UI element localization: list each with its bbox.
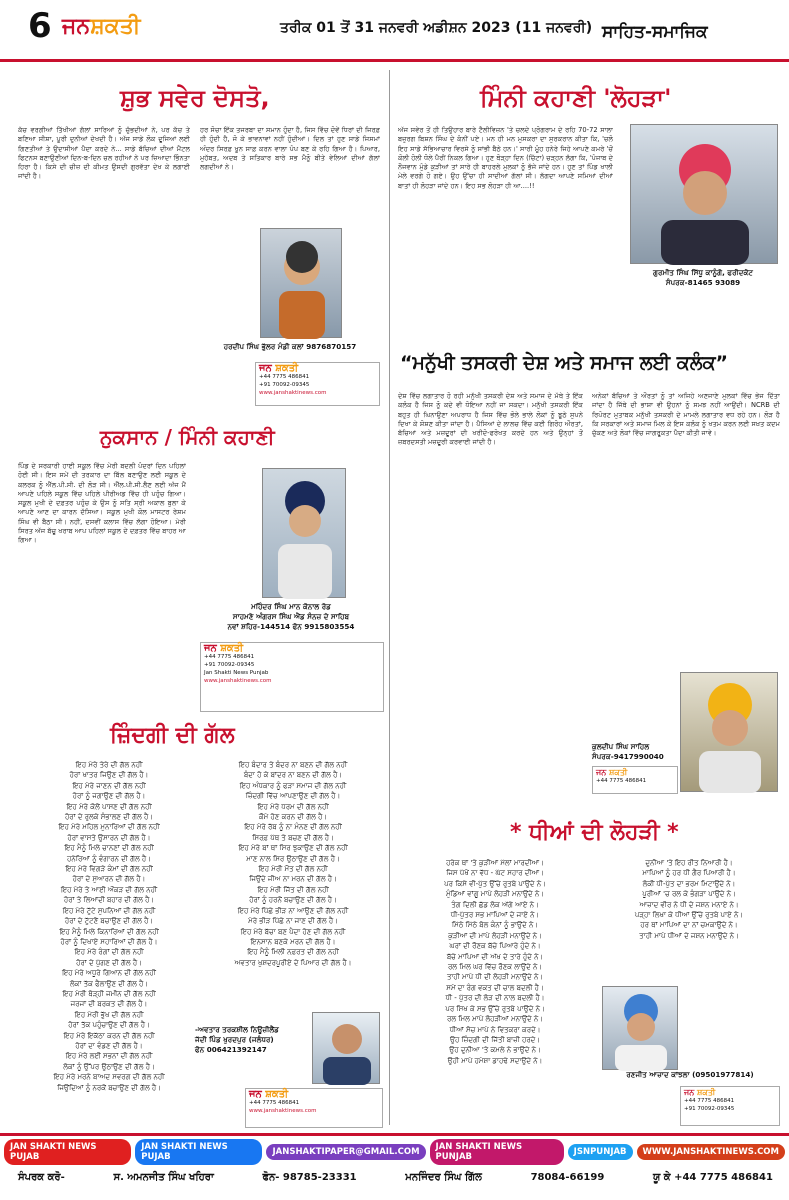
poem-line: ਮਾਪਿਆਂ ਨੂੰ ਹਰ ਧੀ ਗੈਰ ਪਿਆਰੀ ਹੈ।: [642, 869, 736, 878]
twitter-link[interactable]: JSNPUNJAB: [568, 1144, 633, 1160]
poem-line: ਇਹ ਮੇਰੇ ਰੱਬ ਨੂੰ ਨਾ ਮੰਨਣ ਦੀ ਗੱਲ ਨਹੀਂ: [244, 823, 342, 832]
poem-line: ਹੋਰਾਂ ਖਾਤਰ ਜਿਉਣ ਦੀ ਗੱਲ ਹੈ।: [69, 771, 149, 780]
poem-line: ਹੋਰਾਂ ਦੇ ਪੁੱਗਣ ਦੀ ਗੱਲ ਹੈ।: [76, 958, 142, 967]
poem-line: ਹੋਰਾਂ ਨੂੰ ਹਰਨੋਂ ਬਚਾਉਣ ਦੀ ਗੱਲ ਹੈ।: [249, 896, 337, 905]
poem-line: ਇਹ ਮੈਨੂੰ ਮਿਲੇ ਚਾਨਣਾਂ ਦੀ ਗੱਲ ਨਹੀਂ: [64, 844, 154, 853]
author-photo: [262, 468, 346, 598]
poem-line: ਹੋਰਾਂ ਤੇ ਲਿਆਂਦੀ ਬਹਾਰ ਦੀ ਗੱਲ ਹੈ।: [63, 896, 155, 905]
poem-line: ਇਹ ਮੈਨੂੰ ਮਿਲੇ ਕਿਨਾਰਿਆਂ ਦੀ ਗੱਲ ਨਹੀਂ: [59, 927, 159, 936]
poem-line: ਇਹ ਮੇਰੀ ਜਿੱਤ ਦੀ ਗੱਲ ਨਹੀਂ: [257, 885, 329, 894]
author-photo: [260, 228, 342, 338]
poem-column-right: [200, 760, 386, 1022]
poem-column-left: [400, 858, 590, 1126]
contact-phone-2: 78084-66199: [530, 1172, 605, 1183]
column-divider: [389, 70, 390, 1125]
poem-line: ਇਹ ਮੇਰੇ ਕੋਲੋਂ ਪਾਸਣ ਦੀ ਗੱਲ ਨਹੀਂ: [66, 802, 152, 811]
article-text: ਪਿੰਡ ਦੇ ਸਰਕਾਰੀ ਹਾਈ ਸਕੂਲ ਵਿੱਚ ਮੇਰੀ ਬਦਲੀ ਪੰਦਰਾਂ ਦਿਨ ਪਹਿਲਾਂ ਹੋਈ ਸੀ। ਇਸ ਸਮੇਂ ਦੀ ਤਰਕਾਰ ਦਾ ਬਿੱਲ ਬਣਾਉਣ ਲਈ ਸਕੂਲ ਦੇ ਕਲਰਕ ਨੂੰ ਐੱਲ.ਪੀ.ਸੀ. ਦੀ ਲੋੜ ਸੀ। ਐੱਲ.ਪੀ.ਸੀ.ਲੈਣ ਲਈ ਅੱਜ ਮੈਂ ਆਪਣੇ ਪਹਿਲੇ ਸਕੂਲ ਵਿੱਚ ਪਹਿਲੇ ਪੀਰੀਅਡ ਵਿੱਚ ਹੀ ਪਹੁੰਚ ਗਿਆ। ਸਕੂਲ ਮੁਖੀ ਦੇ ਦਫ਼ਤਰ ਪਹੁੰਚ ਕੇ ਉਸ ਨੂੰ ਸਤਿ ਸ੍ਰੀ ਅਕਾਲ ਬੁਲਾ ਕੇ ਆਪਣੇ ਆਣ ਦਾ ਕਾਰਨ ਦੱਸਿਆ। ਸਕੂਲ ਮੁਖੀ ਕੋਲ ਮਾਸਟਰ ਰੇਸ਼ਮ ਸਿੰਘ ਵੀ ਬੈਠਾ ਸੀ। ਨਹੀਂ, ਦਸਵੀਂ ਕਲਾਸ ਵਿੱਚ ਲੱਗਾ ਹੋਇਆ। ਮੇਰੀ ਸਿਰਤ ਅੱਜ ਬੱਚੂ ਖਰਾਬ ਆਪ ਪਹਿਲਾਂ ਸਕੂਲ ਦੇ ਦਫ਼ਤਰ ਵਿੱਚ ਬਾਹਰ ਆ ਗਿਆ।: [18, 462, 186, 545]
person-icon: [263, 469, 347, 599]
poem-line: ਰਲ ਮਿਲ ਮਾਪੇ ਲੋਹੜੀਆਂ ਮਨਾਉਂਦੇ ਨੇ।: [446, 1015, 544, 1024]
poem-line: ਕੌਮੇ ਹੋਣ ਕਰਨ ਦੀ ਗੱਲ ਹੈ।: [258, 813, 328, 822]
author-byline: ਹਰਦੀਪ ਸਿੰਘ ਭੁੱਲਰ ਮੰਡੀ ਕਲਾਂ 9876870157: [223, 342, 357, 351]
poem-line: ਲੋਕਾਂ ਨੂੰ ਉੱਪਰ ਉਠਾਉਣ ਦੀ ਗੱਲ ਹੈ।: [63, 1062, 155, 1071]
poem-line: ਲੋਕਾਂ ਤੱਕ ਫੈਲਾਉਣ ਦੀ ਗੱਲ ਹੈ।: [69, 979, 149, 988]
poem-line: ਇਹ ਮੇਰੇ ਬੱਚਾ ਬਣ ਪੈਦਾ ਹੋਣ ਦੀ ਗੱਲ ਨਹੀਂ: [240, 927, 346, 936]
person-icon: [313, 1013, 381, 1085]
poem-line: ਹਰ ਥਾਂ ਮਾਪਿਆਂ ਦਾ ਨਾਂ ਚਮਕਾਉਂਦੇ ਨੇ।: [640, 921, 738, 930]
newspaper-ad: ਜਨ ਸ਼ਕਤੀ +44 7775 486841: [592, 766, 678, 794]
poem-line: ਇਹ ਮੇਰੇ ਮਰਨੇ ਬਾਅਦ ਸਵਰਗ ਦੀ ਗੱਲ ਨਹੀਂ: [53, 1073, 165, 1082]
poem-line: ਇਹ ਬੰਦਾਰ ਤੇ ਬੰਦਰ ਨਾ ਬਣਨ ਦੀ ਗੱਲ ਨਹੀਂ: [238, 761, 348, 769]
poem-line: ਇਹ ਮੇਰੀ ਭੁੱਖ ਦੀ ਗੱਲ ਨਹੀਂ: [74, 1010, 144, 1019]
poem-line: ਜਿਉਂਦੇ ਜੀਅ ਨਾ ਮਰਨ ਦੀ ਗੱਲ ਹੈ।: [249, 875, 337, 884]
poem-line: ਬੰਦਾ ਹੋ ਕੇ ਬਾਂਦਰ ਨਾ ਬਣਨ ਦੀ ਗੱਲ ਹੈ।: [243, 771, 343, 780]
author-photo: [312, 1012, 380, 1084]
poem-line: ਇਹ ਮੇਰੇ ਧਰਮ ਦੀ ਗੱਲ ਨਹੀਂ: [257, 802, 329, 811]
poem-line: ਇਹ ਮੇਰੀ ਮੌਤ ਦੀ ਗੱਲ ਨਹੀਂ: [258, 865, 328, 874]
email-link[interactable]: JANSHAKTIPAPER@GMAIL.COM: [266, 1144, 425, 1160]
poem-line: ਹੋਰਾਂ ਦਾ ਵੰਡਣ ਦੀ ਗੱਲ ਹੈ।: [75, 1041, 143, 1050]
poem-line: ਹੋਰਾਂ ਦੇ ਟੁੱਟਣੋਂ ਬਚਾਉਣ ਦੀ ਗੱਲ ਹੈ।: [64, 917, 154, 926]
author-byline: ਮਹਿੰਦਰ ਸਿੰਘ ਮਾਨ ਕੋਨਾਲ ਰੋਡ ਸਾਹਮਣੇ ਅੰਗਰਸ ਸਿੰਘ ਐਂਡ ਸੰਨਜ਼ ਦੇ ਸਾਹਿਬ ਨਵਾਂ ਸ਼ਹਿਰ-144514 ਫੋਨ 9915803554: [227, 602, 355, 631]
poem-line: ਹੋਰਾਂ ਤੱਕ ਪਹੁੰਚਾਉਣ ਦੀ ਗੱਲ ਹੈ।: [68, 1021, 150, 1030]
author-byline: ਕੁਲਦੀਪ ਸਿੰਘ ਸਾਹਿਲ ਸੰਪਰਕ-9417990040: [592, 742, 664, 761]
poem-line: ਹੋਰਾਂ ਨੂੰ ਜਗਾਉਣ ਦੀ ਗੱਲ ਹੈ।: [72, 792, 146, 801]
poem-line: ਇਹ ਮੇਰੇ ਟੁੱਟੇ ਸੁਪਨਿਆਂ ਦੀ ਗੱਲ ਨਹੀਂ: [62, 906, 156, 915]
person-icon: [631, 125, 779, 265]
poem-line: ਧੀ - ਪੁੱਤਰ ਦੀ ਲੋੜ ਦੀ ਨਾਲ ਬਦਲੀ ਹੈ।: [445, 994, 545, 1003]
poem-line: ਹੋਰਾਂ ਦੇ ਸੁਆਰਨ ਦੀ ਗੱਲ ਹੈ।: [72, 875, 146, 884]
poem-line: ਹੋਰਾਂ ਵਾਸਤੇ ਉਸਾਰਨ ਦੀ ਗੱਲ ਹੈ।: [67, 833, 151, 842]
person-icon: [681, 673, 779, 793]
poem-line: ਮੁੰਡਿਆਂ ਵਾਂਗੂ ਮਾਪੇ ਲੋਹੜੀ ਮਨਾਉਂਦੇ ਨੇ।: [445, 890, 544, 899]
poem-line: ਪੜ੍ਹਾ ਲਿਖਾ ਕੇ ਧੀਆਂ ਉੱਚੇ ਰੁਤਬੇ ਪਾਏ ਨੇ।: [634, 911, 744, 920]
poem-line: ਤੰਗ ਦਿਲੀ ਛੱਡ ਲੋਕ ਅੱਗੇ ਆਏ ਨੇ।: [451, 900, 539, 909]
contact-person-1: ਸ. ਅਮਨਜੀਤ ਸਿੰਘ ਖਹਿਰਾ: [113, 1172, 214, 1183]
poem-line: ਉਹੀ ਮਾਪੇ ਹਮੇਸ਼ਾ ਡਾਹਢੇ ਸਦਾਉਂਦੇ ਨੇ।: [447, 1056, 543, 1065]
newspaper-logo: ਜਨਸ਼ਕਤੀ: [62, 14, 141, 39]
article-title-human-trafficking: “ਮਨੁੱਖੀ ਤਸਕਰੀ ਦੇਸ਼ ਅਤੇ ਸਮਾਜ ਲਈ ਕਲੰਕ”: [400, 352, 729, 374]
author-photo: [602, 986, 678, 1070]
poem-line: ਲੋਕੀਂ ਧੀ-ਪੁੱਤ ਦਾ ਭਰਮ ਮਿਟਾਉਂਦੇ ਨੇ।: [642, 879, 736, 888]
poem-line: ਇਨਸਾਨ ਬਣਕੇ ਮਰਨ ਦੀ ਗੱਲ ਹੈ।: [250, 937, 336, 946]
poem-line: ਇਹ ਮੇਰੇ ਲਈ ਸਭਨਾਂ ਦੀ ਗੱਲ ਨਹੀਂ: [65, 1052, 153, 1061]
website-link[interactable]: WWW.JANSHAKTINEWS.COM: [637, 1144, 785, 1160]
poem-line: ਧੀ-ਪੁੱਤਰ ਸਭ ਮਾਪਿਆਂ ਦੇ ਜਾਏ ਨੇ।: [450, 911, 540, 920]
poem-line: ਸਿਰਫ਼ ਪੱਥ ਤੇ ਬਚਣ ਦੀ ਗੱਲ ਹੈ।: [252, 833, 334, 842]
poem-line: ਅਵਤਾਰ ਖੁਸ਼ਦਰਪੂਰੀਏ ਦੇ ਪਿਆਰ ਦੀ ਗੱਲ ਹੈ।: [234, 958, 352, 967]
poem-line: ਪਰ ਕਿਸੇ ਵੀ-ਪੁੱਤ ਉੱਚੇ ਰੁਤਬੇ ਪਾਉਂਦੇ ਨੇ।: [444, 879, 546, 888]
article-title-lohra: ਮਿੰਨੀ ਕਹਾਣੀ 'ਲੋਹੜਾ': [480, 84, 672, 112]
poem-line: ਉਹ ਦੁਨੀਆ 'ਤੇ ਕਮਲੇ ਨੇ ਭਾਉਂਦੇ ਨੇ।: [449, 1046, 541, 1055]
uk-contact: ਯੂ ਕੇ +44 7775 486841: [652, 1172, 773, 1183]
poem-line: ਇਹ ਮੈਨੂੰ ਮਿਲੀ ਨਫ਼ਰਤ ਦੀ ਗੱਲ ਨਹੀਂ: [247, 948, 339, 957]
poem-line: ਕੁੜੀਆਂ ਦੀ ਮਾਪੇ ਲੋਹੜੀ ਮਨਾਉਂਦੇ ਨੇ।: [448, 931, 542, 940]
contact-phone-1: ਫੋਨ- 98785-23331: [262, 1172, 357, 1183]
newspaper-ad: ਜਨ ਸ਼ਕਤੀ +44 7775 486841 +91 70092-09345 www.janshaktinews.com: [255, 362, 380, 406]
poem-line: ਦੁਨੀਆ 'ਤੇ ਇਹ ਰੀਤ ਨਿਆਰੀ ਹੈ।: [645, 859, 733, 867]
poem-line: ਧੀਆਂ ਸੋਚ ਮਾਪੇ ਨੇ ਵਿਤਕਰਾ ਕਰਦੇ।: [449, 1025, 541, 1034]
article-title-shubh-saver: ਸ਼ੁਭ ਸਵੇਰ ਦੋਸਤੋ,: [120, 84, 270, 112]
contact-row: [18, 1172, 773, 1183]
contact-label: ਸੰਪਰਕ ਕਰੋ-: [18, 1172, 65, 1183]
poem-line: ਇਹ ਮੇਰੇ ਮਹਿਲ ਮੁਨਾਰਿਆਂ ਦੀ ਗੱਲ ਨਹੀਂ: [58, 823, 160, 832]
poem-line: ਇਹ ਮੇਰੇ ਰੰਗਾਂ ਦੀ ਗੱਲ ਨਹੀਂ: [74, 948, 144, 957]
poem-line: ਇਹ ਮੇਰੇ ਵਿਗੜੇ ਕੰਮਾਂ ਦੀ ਗੱਲ ਨਹੀਂ: [65, 865, 153, 874]
author-photo: [630, 124, 778, 264]
section-title: ਸਾਹਿਤ-ਸਮਾਜਿਕ: [602, 22, 708, 42]
social-links-row: [4, 1140, 785, 1164]
poem-line: ਮਾਣ ਨਾਲ ਸਿਰ ਉਠਾਉਣ ਦੀ ਗੱਲ ਹੈ।: [246, 854, 340, 863]
newspaper-ad: ਜਨ ਸ਼ਕਤੀ +44 7775 486841 www.janshaktinews.com: [245, 1088, 383, 1128]
poem-line: ਇਹ ਮੇਰੇ ਇਕੱਠਾ ਕਰਨ ਦੀ ਗੱਲ ਨਹੀਂ: [63, 1031, 155, 1040]
article-text-col1: ਦੇਸ਼ ਵਿੱਚ ਲਗਾਤਾਰ ਹੋ ਰਹੀ ਮਨੁੱਖੀ ਤਸਕਰੀ ਦੇਸ਼ ਅਤੇ ਸਮਾਜ ਦੇ ਮੱਥੇ ਤੇ ਇੱਕ ਕਲੰਕ ਹੈ ਜਿਸ ਨੂੰ ਕਦੇ ਵੀ ਧੋਇਆ ਨਹੀਂ ਜਾ ਸਕਦਾ। ਮਨੁੱਖੀ ਤਸਕਰੀ ਇੱਕ ਬਹੁਤ ਹੀ ਘਿਨਾਉਣਾ ਅਪਰਾਧ ਹੈ ਜਿਸ ਵਿੱਚ ਭੋਲੇ ਭਾਲੇ ਲੋਕਾਂ ਨੂੰ ਝੂਠੇ ਸੁਪਨੇ ਦਿਖਾ ਕੇ ਸ਼ੋਸ਼ਣ ਕੀਤਾ ਜਾਂਦਾ ਹੈ। ਪੈਸਿਆਂ ਦੇ ਲਾਲਚ ਵਿੱਚ ਕਈ ਗਿਰੋਹ ਔਰਤਾਂ, ਬੱਚਿਆਂ ਅਤੇ ਮਜ਼ਦੂਰਾਂ ਦੀ ਖਰੀਦੋ-ਫਰੋਖਤ ਕਰਦੇ ਹਨ ਅਤੇ ਉਨ੍ਹਾਂ ਤੋਂ ਜ਼ਬਰਦਸਤੀ ਮਜ਼ਦੂਰੀ ਕਰਵਾਈ ਜਾਂਦੀ ਹੈ।: [398, 392, 583, 447]
poem-line: ਬੱਚੇ ਮਾਪਿਆਂ ਦੀ ਅੱਖ ਦੇ ਤਾਰੇ ਹੁੰਦੇ ਨੇ।: [446, 952, 544, 961]
poem-line: ਤਾਹੀ ਮਾਪੇ ਧੀ ਦੀ ਲੋਹੜੀ ਮਨਾਉਂਦੇ ਨੇ।: [446, 973, 544, 982]
article-text: ਅੱਜ ਸਵੇਰ ਤੋਂ ਹੀ ਤਿਉਹਾਰ ਬਾਰੇ ਟੈਲੀਵਿਜ਼ਨ 'ਤੇ ਚਲਦੇ ਪ੍ਰੋਗਰਾਮ ਦੇ ਰਹਿ 70-72 ਸਾਲਾ ਬਜ਼ੁਰਗ ਬਿਸ਼ਨ ਸਿੰਘ ਦੇ ਕੰਨੀਂ ਪਏ। ਮਨ ਹੀ ਮਨ ਮੁਸਕਰਾ ਦਾ ਸੁਰਕਰਾਨ ਕੀਤਾ ਕਿ, 'ਚਲੋ ਇਹ ਸਾਡੇ ਸੱਭਿਆਚਾਰ ਵਿਰਸੇ ਨੂੰ ਸਾਂਭੀ ਬੈਠੇ ਹਨ।' ਸਾਰੀ ਮੂੰਹ ਹਨੇਰੇ ਜਿਹੇ ਆਪਣੇ ਕਮਰੇ 'ਚੋਂ ਕੋਲੀ ਹੋਲੀ ਧੋਲੇ ਪੈਰੀਂ ਨਿਕਲ ਗਿਆ। ਹੁਣ ਥੋੜ੍ਹਾ ਦਿਨ (ਚਿੱਟਾ) ਚੜ੍ਹਨ ਲੱਗਾ ਕਿ, 'ਪੰਜਾਬ ਦੇ ਨੌਜਵਾਨ ਮੁੰਡੇ ਕੁੜੀਆਂ ਤਾਂ ਸਾਰੇ ਹੀ ਬਾਹਰਲੇ ਮੁਲਕਾਂ ਨੂੰ ਭੱਜੇ ਜਾਂਦੇ ਹਨ। ਹੁਣ ਤਾਂ ਪਿੰਡ ਖਾਲੀ ਮੇਲੇ ਵਰਗੇ ਹੋ ਗਏ। ਉਹ ਉੱਚਾ ਹੀ ਸਾਦੀਆਂ ਗੱਲਾਂ ਸੀ। ਲੱਗਦਾ ਆਪਣੇ ਸਮਿਆਂ ਦੀਆਂ ਬਾਤਾਂ ਹੀ ਲੋਹੜਾ ਜਾਂਦੇ ਹਨ। ਇਹ ਸਭ ਲੋਹੜਾ ਹੀ ਆ....!!: [398, 126, 613, 190]
newspaper-ad: ਜਨ ਸ਼ਕਤੀ +44 7775 486841 +91 70092-09345: [680, 1086, 780, 1126]
author-byline: -ਅਵਤਾਰ ਤਰਕਸ਼ੀਲ ਨਿਊਜ਼ੀਲੈਂਡ ਜੱਦੀ ਪਿੰਡ ਖੁਰਦਪੁਰ (ਜਲੰਧਰ) ਫੋਨ 006421392147: [195, 1025, 279, 1054]
author-byline: ਗੁਰਮੀਤ ਸਿੰਘ ਸਿੱਧੂ ਕਾਨੂੰਗੋ, ਫਰੀਦਕੋਟ ਸੰਪਰਕ-81465 93089: [653, 268, 753, 287]
youtube-link[interactable]: JAN SHAKTI NEWS PUJAB: [4, 1139, 131, 1165]
poem-column-right: [595, 858, 783, 983]
poem-line: ਹੋਰਾਂ ਦੇ ਰੁਲਕੇ ਸੰਭਾਲਣ ਦੀ ਗੱਲ ਹੈ।: [64, 813, 154, 822]
person-icon: [603, 987, 679, 1071]
article-text-col2: ਅਨੇਕਾਂ ਬੱਚਿਆਂ ਤੇ ਔਰਤਾਂ ਨੂੰ ਤਾਂ ਅਜਿਹੇ ਅਣਜਾਣੇ ਮੁਲਕਾਂ ਵਿੱਚ ਭੇਜ ਦਿੱਤਾ ਜਾਂਦਾ ਹੈ ਜਿੱਥੇ ਦੀ ਭਾਸ਼ਾ ਵੀ ਉਹਨਾਂ ਨੂੰ ਸਮਝ ਨਹੀਂ ਆਉਂਦੀ। NCRB ਦੀ ਰਿਪੋਰਟ ਮੁਤਾਬਕ ਮਨੁੱਖੀ ਤਸਕਰੀ ਦੇ ਮਾਮਲੇ ਲਗਾਤਾਰ ਵਧ ਰਹੇ ਹਨ। ਲੋੜ ਹੈ ਕਿ ਸਰਕਾਰਾਂ ਅਤੇ ਸਮਾਜ ਮਿਲ ਕੇ ਇਸ ਕਲੰਕ ਨੂੰ ਖਤਮ ਕਰਨ ਲਈ ਸਖ਼ਤ ਕਦਮ ਚੁੱਕਣ ਅਤੇ ਲੋਕਾਂ ਵਿੱਚ ਜਾਗਰੂਕਤਾ ਪੈਦਾ ਕੀਤੀ ਜਾਵੇ।: [592, 392, 780, 438]
poem-line: ਹੋਰਾਂ ਨੂੰ ਦਿਖਾਏ ਸਹਾਰਿਆਂ ਦੀ ਗੱਲ ਹੈ।: [60, 937, 158, 946]
poem-line: ਜ਼ਿੰਦਗੀ ਵਿੱਚ ਆਪਣਾਉਣ ਦੀ ਗੱਲ ਹੈ।: [245, 792, 341, 801]
poem-line: ਹਨੇਰਿਆਂ ਨੂੰ ਵੰਗਾਰਨ ਦੀ ਗੱਲ ਹੈ।: [67, 854, 151, 863]
instagram-link[interactable]: JAN SHAKTI NEWS PUNJAB: [430, 1139, 564, 1165]
newspaper-ad: ਜਨ ਸ਼ਕਤੀ +44 7775 486841 +91 70092-09345 Jan Shakti News Punjab www.janshaktinews.com: [200, 642, 384, 712]
poem-column-left: [18, 760, 200, 1125]
poem-line: ਮੇਰੇ ਭੀੜ ਪਿੱਛੇ ਨਾ ਜਾਣ ਦੀ ਗੱਲ ਹੈ।: [248, 917, 338, 926]
poem-line: ਇਹ ਮੇਰੇ ਤੇਰੇ ਦੀ ਗੱਲ ਨਹੀਂ: [75, 761, 143, 769]
poem-line: ਰਲ ਮਿਲ ਘਰ ਵਿੱਚ ਰੌਣਕ ਲਾਉਂਦੇ ਨੇ।: [447, 963, 543, 972]
author-photo: [680, 672, 778, 792]
poem-line: ਘਰਾਂ ਦੀ ਰੌਣਕ ਬੱਚੇ ਪਿਆਰੇ ਹੁੰਦੇ ਨੇ।: [449, 942, 541, 951]
poem-line: ਪਰ ਸਿਖ ਕੇ ਸਭ ਉੱਚੇ ਰੁਤਬੇ ਪਾਉਂਦੇ ਨੇ।: [445, 1004, 545, 1013]
poem-line: ਉਹ ਜ਼ਿੰਦਗੀ ਦੀ ਜਿੱਤੀ ਬਾਜ਼ੀ ਹਰਦੇ।: [449, 1035, 541, 1044]
poem-line: ਹਰੇਕ ਥਾਂ 'ਤੇ ਕੁੜੀਆਂ ਮੱਲਾਂ ਮਾਰਦੀਆਂ।: [446, 859, 544, 867]
article-title-zindagi: ਜ਼ਿੰਦਗੀ ਦੀ ਗੱਲ: [110, 723, 235, 748]
article-text-col1: ਕੱਚ ਵਰਗੀਆਂ ਤਿੱਖੀਆਂ ਗੱਲਾਂ ਸਾਰਿਆਂ ਨੂੰ ਚੁੱਭਦੀਆਂ ਨੇ, ਪਰ ਕੱਚ ਤੇ ਬਣਿਆ ਸੀਸ਼ਾ, ਪੂਰੀ ਦੁਨੀਆਂ ਦੇਖਦੀ ਹੈ। ਅੱਜ ਸਾਡੇ ਲੋਕ ਦੂਜਿਆਂ ਲਈ ਗਿਣਤੀਆਂ ਤੇ ਉਦਾਸੀਆਂ ਪੈਦਾ ਕਰਦੇ ਨੇ... ਸਾਡੇ ਬੱਚਿਆਂ ਦੀਆਂ ਮੈਂਟਲ ਫਿਟਨਸ ਬਣਾਉਣੀਆਂ ਦਿਨ-ਬ-ਦਿਨ ਚਲ ਰਹੀਆਂ ਨੇ ਪਰ ਜ਼ਿਆਦਾ ਭਿੰਨਤਾ ਹਿਰਾ ਹੈ। ਕਿਸੇ ਦੀ ਚੀਜ਼ ਦੀ ਕੀਮਤ ਉਸਦੀ ਗੁਰਵੱਤਾ ਦੇਖ ਕੇ ਲਗਾਈ ਜਾਂਦੀ ਹੈ।: [18, 126, 190, 181]
poem-line: ਸਮੇਂ ਦਾ ਰੰਗ ਵਕਤ ਦੀ ਚਾਲ ਬਦਲੀ ਹੈ।: [446, 983, 544, 992]
poem-line: ਮਿੱਠੇ ਮਿੱਠੇ ਬੋਲ ਕੰਨਾਂ ਨੂੰ ਭਾਉਂਦੇ ਨੇ।: [451, 921, 539, 930]
poem-line: ਇਹ ਅੰਧਕਾਰ ਨੂੰ ਫੜਾ ਸਮਾਜ ਦੀ ਗੱਲ ਨਹੀਂ: [239, 781, 347, 790]
page-header: [0, 0, 789, 62]
article-text-col2: ਹਰ ਸੋਚਾ ਇੱਕ ਤਜਰਬਾ ਦਾ ਸਮਾਨ ਹੁੰਦਾ ਹੈ, ਜਿਸ ਵਿੱਚ ਦੋਵੇਂ ਧਿਰਾਂ ਦੀ ਜਿਰਫ਼ ਹੀ ਹੁੰਦੀ ਹੈ, ਜੋ ਕੇ ਭਾਵਨਾਵਾਂ ਨਹੀਂ ਹੁੰਦੀਆਂ। ਦਿਲ ਤਾਂ ਹੁਣ ਸਾਡੇ ਜਿਸਮਾਂ ਅੰਦਰ ਸਿਰਫ਼ ਖੂਨ ਸਾਫ਼ ਕਰਨ ਵਾਲਾ ਪੰਪ ਬਣ ਕੇ ਰਹਿ ਗਿਆ ਹੈ। ਪਿਆਰ, ਮੁਹੱਬਤ, ਅਦਬ ਤੇ ਸਤਿਕਾਰ ਬਾਰੇ ਸਭ ਮੈਨੂੰ ਬੀਤੇ ਵੇਲਿਆਂ ਦੀਆਂ ਗੱਲਾਂ ਲਗਦੀਆਂ ਨੇ।: [200, 126, 380, 172]
person-icon: [261, 229, 343, 339]
poem-line: ਆਜ਼ਾਦ ਵੀਰ ਨੇ ਧੀ ਦੇ ਜਸ਼ਨ ਮਨਾਏ ਨੇ।: [639, 900, 739, 909]
facebook-link[interactable]: JAN SHAKTI NEWS PUJAB: [135, 1139, 262, 1165]
dateline: ਤਰੀਕ 01 ਤੋਂ 31 ਜਨਵਰੀ ਅਡੀਸ਼ਨ 2023 (11 ਜਨਵਰੀ): [280, 20, 593, 36]
contact-person-2: ਮਨਜਿੰਦਰ ਸਿੰਘ ਗਿੱਲ: [405, 1172, 482, 1183]
page-number: 6: [28, 6, 52, 46]
poem-line: ਇਹ ਮੇਰੇ ਜਾਣਨ ਦੀ ਗੱਲ ਨਹੀਂ: [72, 781, 146, 790]
poem-line: ਜਰਜਾਂ ਦੀ ਬਰਕਤ ਦੀ ਗੱਲ ਹੈ।: [70, 1000, 148, 1009]
poem-line: ਇਹ ਮੇਰੇ ਪਿੱਛੇ ਭੀੜ ਨਾ ਆਉਣ ਦੀ ਗੱਲ ਨਹੀਂ: [237, 906, 349, 915]
poem-line: ਤਾਹੀ ਮਾਪੇ ਧੀਆਂ ਦੇ ਜਸ਼ਨ ਮਨਾਉਂਦੇ ਨੇ।: [639, 931, 739, 940]
poem-line: ਜਿਸ ਪੱਖੋਂ ਨਾ ਵੱਧ - ਘੱਟ ਸਹਾਰ ਦੀਆਂ।: [446, 869, 544, 878]
poem-line: ਇਹ ਮੇਰੇ ਅਧੂਰੇ ਗਿਆਨ ਦੀ ਗੱਲ ਨਹੀਂ: [62, 969, 156, 978]
author-byline: ਰਣਜੀਤ ਆਜ਼ਾਦ ਕਾਂਝਲਾ (09501977814): [626, 1070, 754, 1079]
poem-line: ਇਹ ਮੇਰੇ ਤੇ ਆਈ ਔਕੜ ਦੀ ਗੱਲ ਨਹੀਂ: [61, 885, 157, 894]
article-title-dhiyan-di-lohri: * ਧੀਆਂ ਦੀ ਲੋਹੜੀ *: [510, 820, 679, 845]
page-footer: [0, 1133, 789, 1200]
poem-line: ਇਹ ਮੇਰੇ ਬਾਂ ਥਾਂ ਸਿਰ ਝੁਕਾਉਣ ਦੀ ਗੱਲ ਨਹੀਂ: [238, 844, 348, 853]
poem-line: ਜਿਉਂਦਿਆਂ ਨੂੰ ਨਰਕੋਂ ਬਚਾਉਣ ਦੀ ਗੱਲ ਹੈ।: [57, 1083, 161, 1092]
poem-line: ਪੂਰੀਆਂ 'ਚ ਰਲ ਕੇ ਭੰਗੜਾ ਪਾਉਂਦੇ ਨੇ।: [642, 890, 736, 899]
poem-line: ਇਹ ਮੇਰੀ ਥੋੜ੍ਹੀ ਜਮੀਨ ਦੀ ਗੱਲ ਨਹੀਂ: [62, 989, 156, 998]
article-title-nuksaan: ਨੁਕਸਾਨ / ਮਿੰਨੀ ਕਹਾਣੀ: [100, 425, 275, 449]
